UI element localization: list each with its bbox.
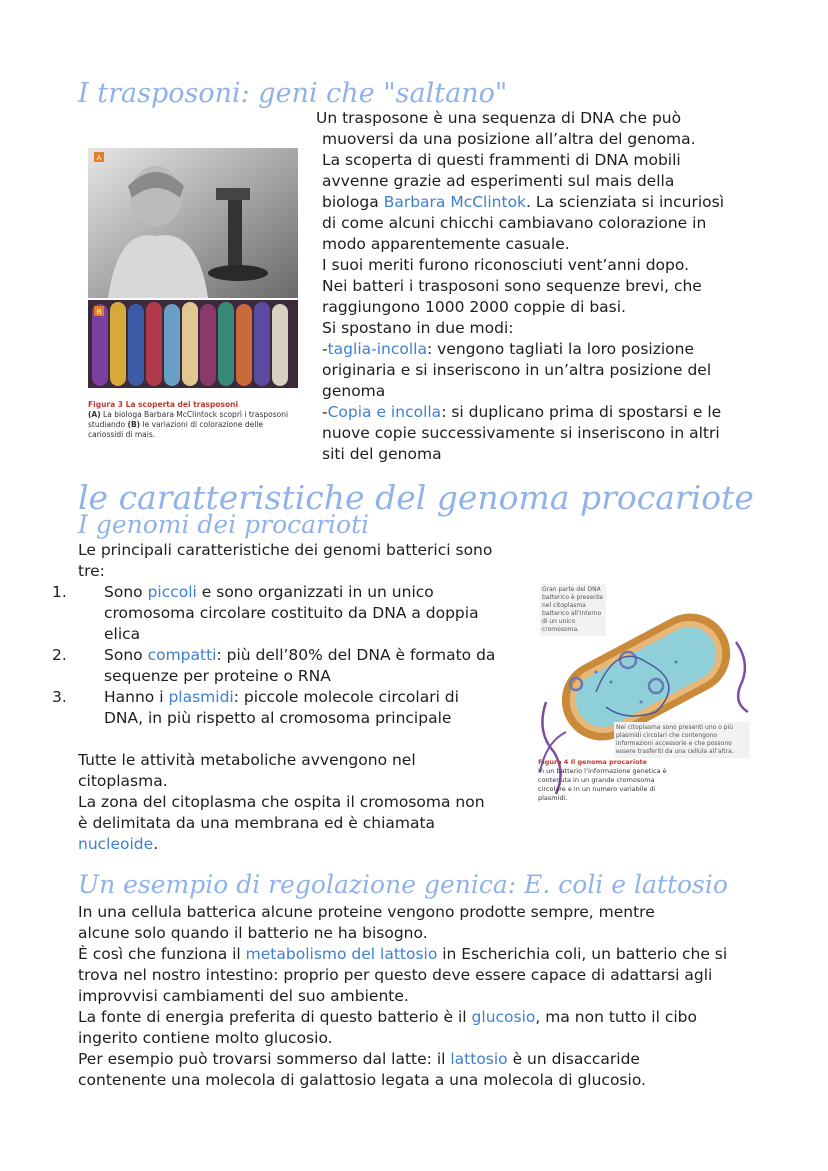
- line: in Escherichia coli, un batterio che si: [437, 945, 728, 963]
- paragraph-line: La zona del citoplasma che ospita il cromosoma non: [78, 793, 485, 811]
- dash: -: [322, 340, 328, 358]
- list-item: [52, 645, 528, 687]
- plasmidi-highlight: plasmidi: [168, 688, 234, 706]
- line: modo apparentemente casuale.: [322, 235, 570, 253]
- line: nuove copie successivamente si inseriscono in altri: [322, 424, 720, 442]
- lattosio-highlight: lattosio: [450, 1050, 508, 1068]
- item-text: Sono: [104, 583, 148, 601]
- item-text: e sono organizzati in un unico: [196, 583, 434, 601]
- item-text: sequenze per proteine o RNA: [104, 667, 331, 685]
- figure4-caption-title: Figura 4 Il genoma procariote: [538, 758, 648, 766]
- line: : vengono tagliati la loro posizione: [426, 340, 694, 358]
- line: contenente una molecola di galattosio legata a una molecola di glucosio.: [78, 1071, 646, 1089]
- caption-b-marker: (B): [127, 420, 141, 429]
- line: è un disaccaride: [507, 1050, 640, 1068]
- line: alcune solo quando il batterio ne ha bisogno.: [78, 924, 428, 942]
- line: originaria e si inseriscono in un’altra posizione del: [322, 361, 712, 379]
- label-a: A: [96, 154, 102, 162]
- figure4-caption: [538, 758, 678, 803]
- note-top: Gran parte del DNA batterico è presente nel citoplasma batterico all’interno di un unico cromosoma.: [540, 584, 606, 636]
- subheading-genomi-procarioti: I genomi dei procarioti: [78, 510, 370, 539]
- note-bottom: Nei citoplasma sono presenti uno o più plasmidi circolari che contengono informazioni accessorie e che possono essere trasferiti da una cellula all’altra.: [614, 722, 750, 758]
- nucleoide-highlight: nucleoide: [78, 835, 154, 853]
- intro-line: tre:: [78, 562, 105, 580]
- paragraph-line: Tutte le attività metaboliche avvengono nel: [78, 751, 416, 769]
- heading-regolazione-genica: Un esempio di regolazione genica: E. coli e lattosio: [78, 870, 728, 899]
- line: La fonte di energia preferita di questo batterio è il: [78, 1008, 472, 1026]
- paragraph-line: è delimitata da una membrana ed è chiamata: [78, 814, 436, 832]
- line: Si spostano in due modi:: [322, 319, 514, 337]
- list-item: [52, 582, 528, 645]
- intro-line: Le principali caratteristiche dei genomi batterici sono: [78, 541, 493, 559]
- line: raggiungono 1000 2000 coppie di basi.: [322, 298, 626, 316]
- item-number: 2.: [52, 646, 67, 664]
- figure3-caption-title: Figura 3 La scoperta dei trasposoni: [88, 400, 239, 409]
- line: È così che funziona il: [78, 945, 246, 963]
- line: muoversi da una posizione all’altra del genoma.: [322, 130, 696, 148]
- compatti-highlight: compatti: [147, 646, 217, 664]
- figure-mcclintock: [88, 148, 298, 448]
- caption-text1: La biologa Barbara McClintock scoprì i trasposoni studiando: [88, 410, 289, 429]
- item-text: Sono: [104, 646, 148, 664]
- figure-procariote: [536, 582, 751, 802]
- item-number: 1.: [52, 583, 67, 601]
- line: Un trasposone è una sequenza di DNA che può: [316, 109, 682, 127]
- item-text: : piccole molecole circolari di: [233, 688, 459, 706]
- item-text: DNA, in più rispetto al cromosoma principale: [104, 709, 452, 727]
- line: . La scienziata si incuriosì: [526, 193, 724, 211]
- copia-incolla-highlight: Copia e incolla: [327, 403, 442, 421]
- item-text: elica: [104, 625, 141, 643]
- paragraph-line: citoplasma.: [78, 772, 168, 790]
- genoma-text: [52, 540, 528, 855]
- regolazione-text: [78, 902, 768, 1091]
- metabolismo-lattosio-highlight: metabolismo del lattosio: [245, 945, 438, 963]
- piccoli-highlight: piccoli: [147, 583, 197, 601]
- line: biologa: [322, 193, 379, 211]
- taglia-incolla-highlight: taglia-incolla: [327, 340, 427, 358]
- line: siti del genoma: [322, 445, 442, 463]
- item-text: : più dell’80% del DNA è formato da: [216, 646, 496, 664]
- dash: -: [322, 403, 328, 421]
- line: genoma: [322, 382, 386, 400]
- item-text: Hanno i: [104, 688, 169, 706]
- label-b: B: [96, 308, 102, 316]
- line: Per esempio può trovarsi sommerso dal latte: il: [78, 1050, 451, 1068]
- line: Nei batteri i trasposoni sono sequenze brevi, che: [322, 277, 702, 295]
- line: ingerito contiene molto glucosio.: [78, 1029, 333, 1047]
- heading-trasposoni: I trasposoni: geni che "saltano": [78, 78, 508, 109]
- paragraph-line: .: [153, 835, 159, 853]
- line: trova nel nostro intestino: proprio per questo deve essere capace di adattarsi agli: [78, 966, 713, 984]
- line: di come alcuni chicchi cambiavano colorazione in: [322, 214, 707, 232]
- line: , ma non tutto il cibo: [535, 1008, 697, 1026]
- figure4-caption-text: In un batterio l’informazione genetica è contenuta in un grande cromosoma circolare e in un numero variabile di plasmidi.: [538, 767, 667, 802]
- caption-text2: le variazioni di colorazione delle cariossidi di mais.: [88, 420, 264, 439]
- trasposoni-text: [312, 108, 752, 465]
- line: In una cellula batterica alcune proteine vengono prodotte sempre, mentre: [78, 903, 655, 921]
- list-item: [52, 687, 528, 729]
- glucosio-highlight: glucosio: [471, 1008, 536, 1026]
- line: La scoperta di questi frammenti di DNA mobili: [322, 151, 681, 169]
- line: avvenne grazie ad esperimenti sul mais della: [322, 172, 675, 190]
- heading-genoma-procariote: le caratteristiche del genoma procariote: [78, 478, 754, 517]
- line: improvvisi cambiamenti del suo ambiente.: [78, 987, 409, 1005]
- item-text: cromosoma circolare costituito da DNA a doppia: [104, 604, 479, 622]
- line: I suoi meriti furono riconosciuti vent’anni dopo.: [322, 256, 690, 274]
- line: : si duplicano prima di spostarsi e le: [441, 403, 722, 421]
- caption-a-marker: (A): [88, 410, 101, 419]
- mcclintok-highlight: Barbara McClintok: [383, 193, 527, 211]
- corn-cobs: [88, 300, 298, 388]
- figure3-caption: [88, 400, 293, 440]
- item-number: 3.: [52, 688, 67, 706]
